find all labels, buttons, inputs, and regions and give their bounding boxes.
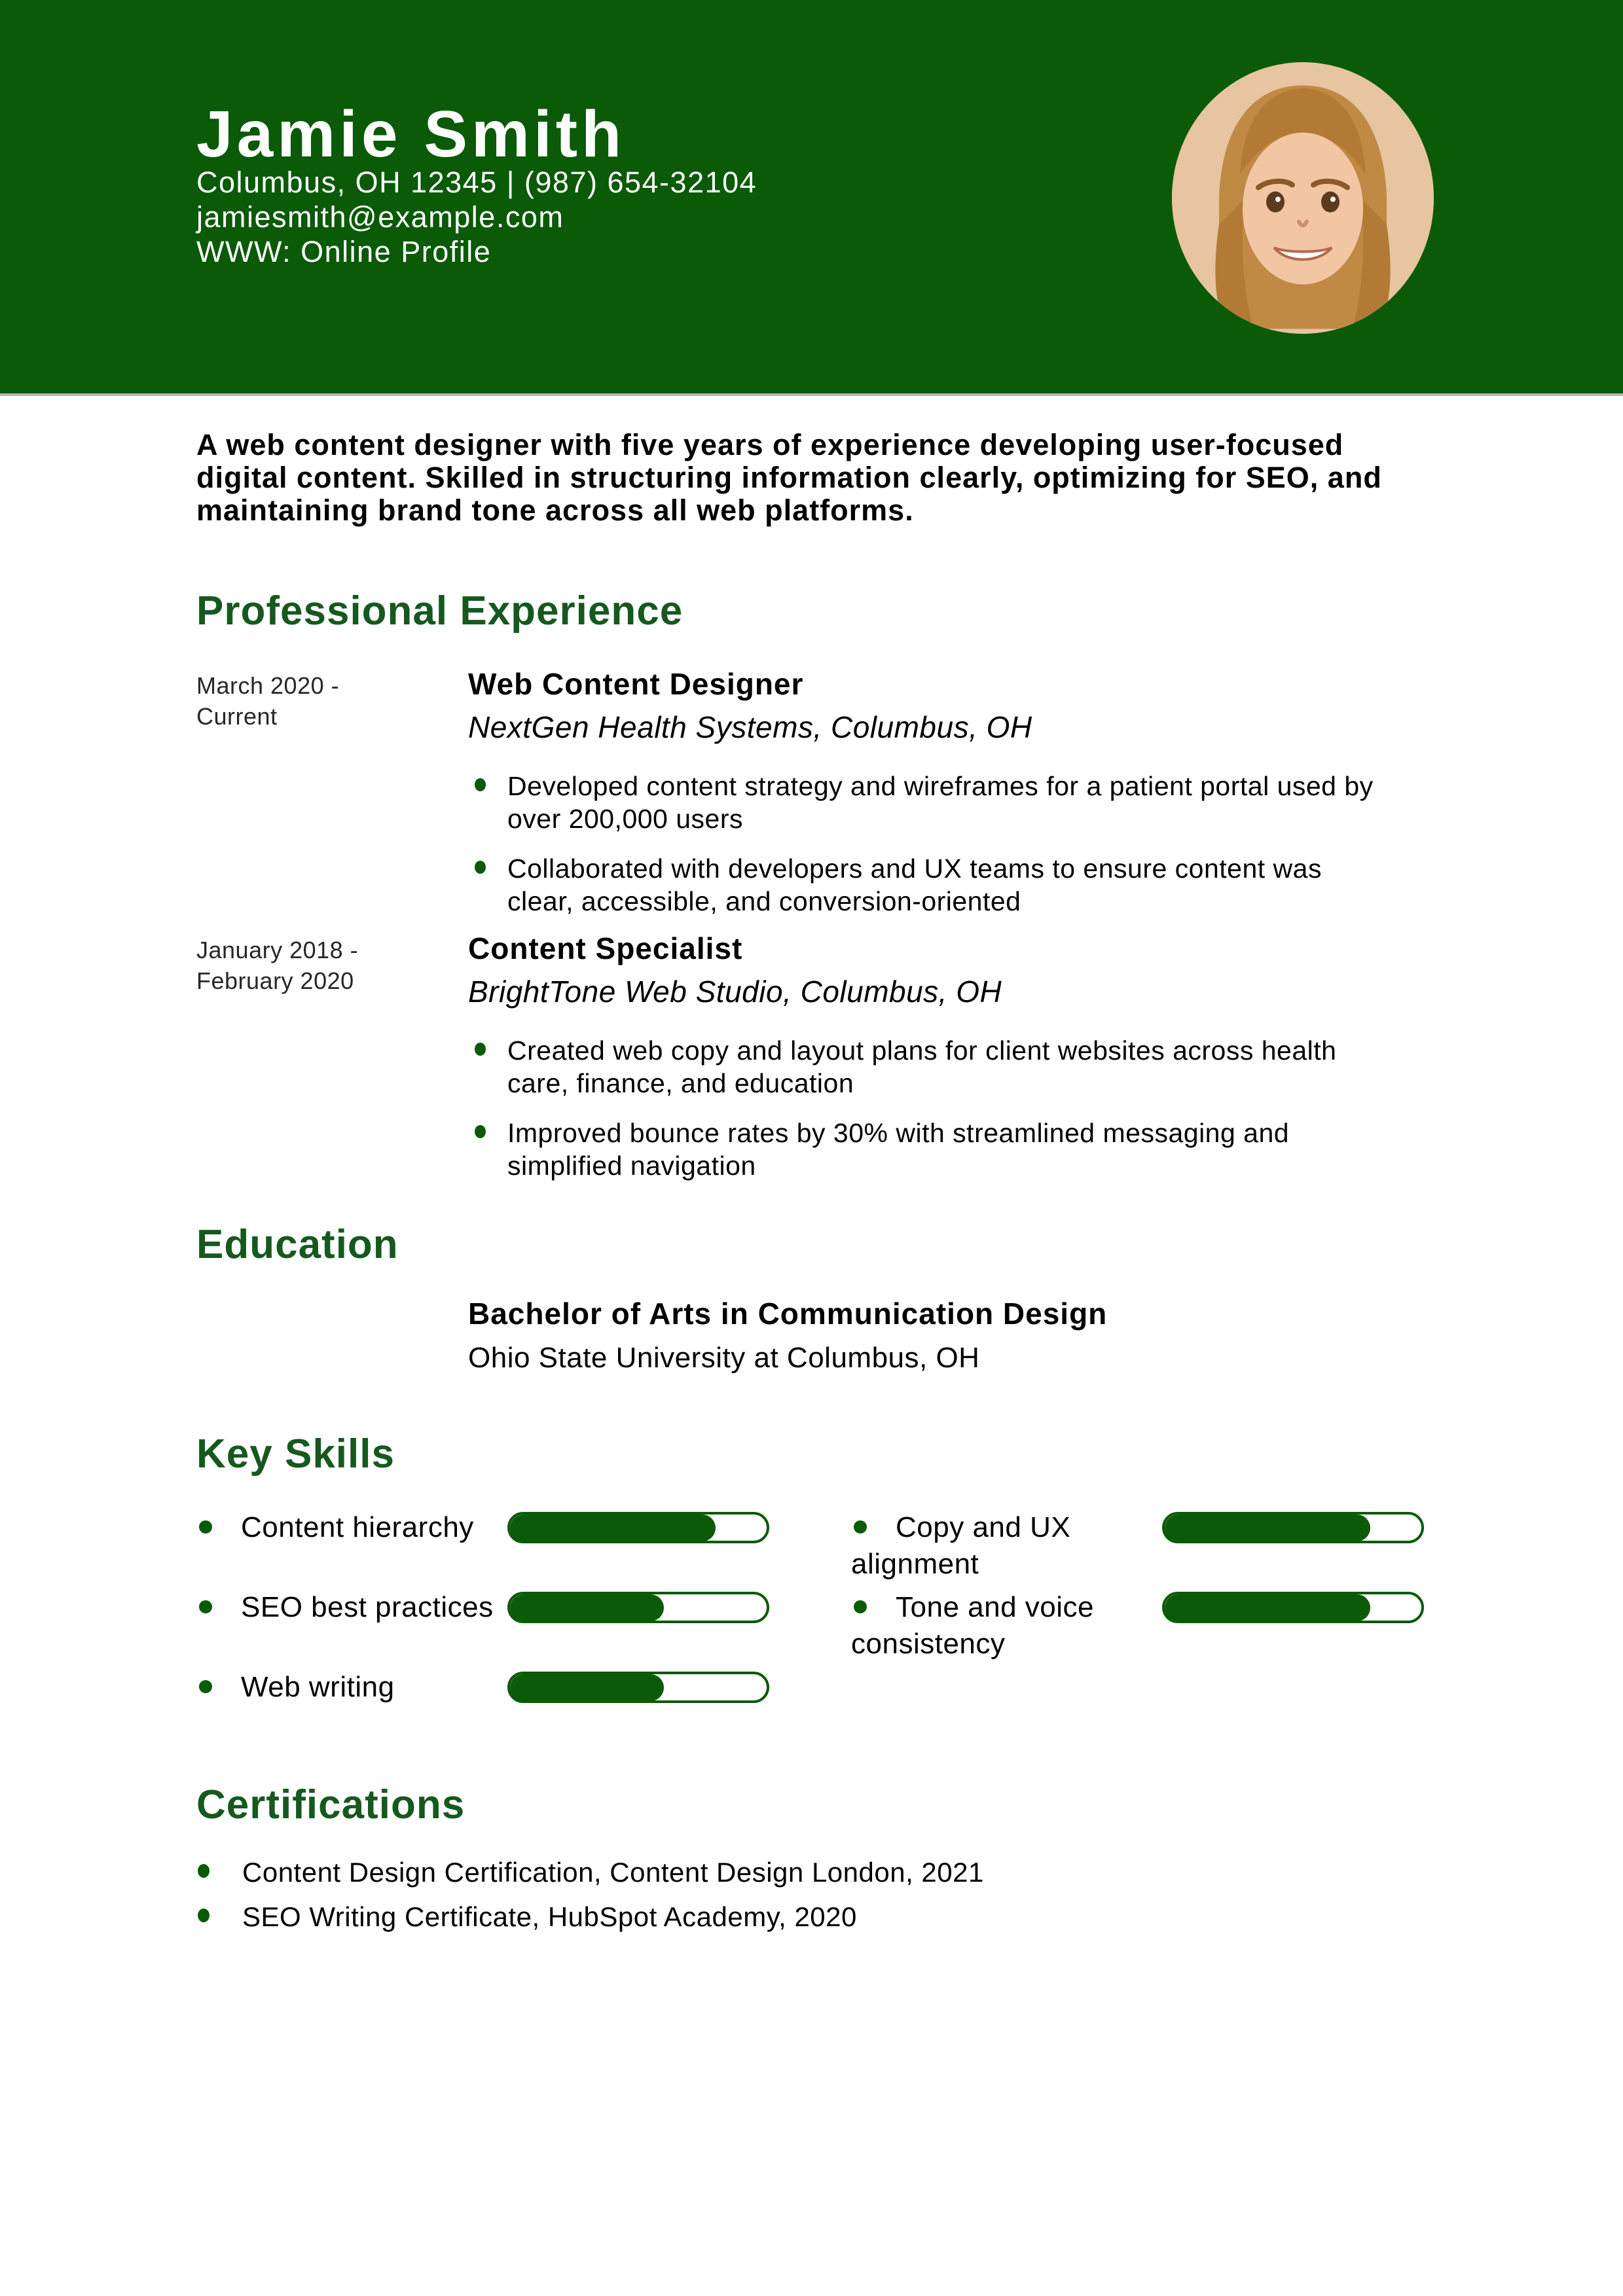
summary-paragraph: A web content designer with five years of experience developing user-focused digital content. Skilled in structuring information clearly, optimizing for SEO, and maintaining brand tone across all web platforms. [196, 428, 1382, 527]
section-heading-education: Education [196, 1222, 399, 1267]
bullet-item: Improved bounce rates by 30% with streamlined messaging and simplified navigation [468, 1117, 1385, 1182]
skill-label: SEO best practices [196, 1589, 507, 1626]
bullet-dot-icon [199, 1680, 212, 1693]
skill-level-bar [1162, 1512, 1424, 1543]
bullet-dot-icon [854, 1600, 867, 1613]
entry-main [468, 666, 1385, 918]
company-line: NextGen Health Systems, Columbus, OH [468, 710, 1032, 744]
bullet-item: Developed content strategy and wireframes for a patient portal used by over 200,000 users [468, 770, 1385, 835]
degree-title: Bachelor of Arts in Communication Design [468, 1297, 1108, 1331]
experience-entry [196, 931, 1427, 1199]
skill-row [851, 1589, 1424, 1669]
skill-label: Tone and voice consistency [851, 1591, 1094, 1660]
skills-column-left [196, 1509, 769, 1749]
section-heading-experience: Professional Experience [196, 588, 684, 634]
candidate-name: Jamie Smith [196, 98, 626, 171]
job-title: Content Specialist [468, 931, 743, 965]
bullet-list [468, 770, 1385, 918]
portrait-illustration [1172, 62, 1434, 334]
skill-level-fill [510, 1674, 664, 1701]
bullet-item: Created web copy and layout plans for client websites across health care, finance, and education [468, 1034, 1385, 1100]
skill-label: Copy and UX alignment [851, 1511, 1071, 1580]
contact-block [196, 165, 757, 269]
website-link[interactable]: WWW: Online Profile [196, 235, 492, 268]
certification-item: Content Design Certification, Content Design London, 2021 [196, 1856, 1375, 1889]
skill-label: Web writing [196, 1669, 507, 1706]
experience-entry [196, 666, 1427, 935]
skill-level-fill [1165, 1594, 1370, 1621]
company-line: BrightTone Web Studio, Columbus, OH [468, 975, 1002, 1009]
skill-level-bar [507, 1512, 769, 1543]
skill-label: Content hierarchy [196, 1509, 507, 1546]
bullet-dot-icon [199, 1520, 212, 1534]
entry-dates: January 2018 - February 2020 [196, 937, 359, 994]
entry-main [468, 931, 1385, 1182]
skill-level-bar [507, 1592, 769, 1623]
contact-line: Columbus, OH 12345 | (987) 654-32104 [196, 166, 757, 199]
skills-column-right [851, 1509, 1424, 1749]
skill-row [196, 1509, 769, 1589]
school-line: Ohio State University at Columbus, OH [468, 1342, 980, 1374]
profile-photo [1172, 62, 1434, 334]
certifications-list [196, 1856, 1375, 1945]
skill-level-bar [1162, 1592, 1424, 1623]
bullet-dot-icon [199, 1600, 212, 1613]
skills-grid [196, 1509, 1506, 1749]
education-entry [468, 1296, 1107, 1374]
skill-row [196, 1669, 769, 1749]
skill-level-fill [510, 1515, 716, 1541]
bullet-dot-icon [854, 1520, 867, 1534]
section-heading-certifications: Certifications [196, 1782, 465, 1827]
job-title: Web Content Designer [468, 667, 804, 701]
skill-level-fill [1165, 1515, 1370, 1541]
email-link[interactable]: jamiesmith@example.com [196, 200, 564, 234]
header-band [0, 0, 1623, 396]
bullet-list [468, 1034, 1385, 1182]
entry-dates: March 2020 - Current [196, 672, 340, 730]
skill-level-fill [510, 1594, 664, 1621]
skill-level-bar [507, 1672, 769, 1703]
bullet-item: Collaborated with developers and UX teams to ensure content was clear, accessible, and conversion-oriented [468, 852, 1385, 918]
certification-item: SEO Writing Certificate, HubSpot Academy, 2020 [196, 1901, 1375, 1933]
skill-row [851, 1509, 1424, 1589]
section-heading-skills: Key Skills [196, 1431, 395, 1477]
skill-row [196, 1589, 769, 1669]
